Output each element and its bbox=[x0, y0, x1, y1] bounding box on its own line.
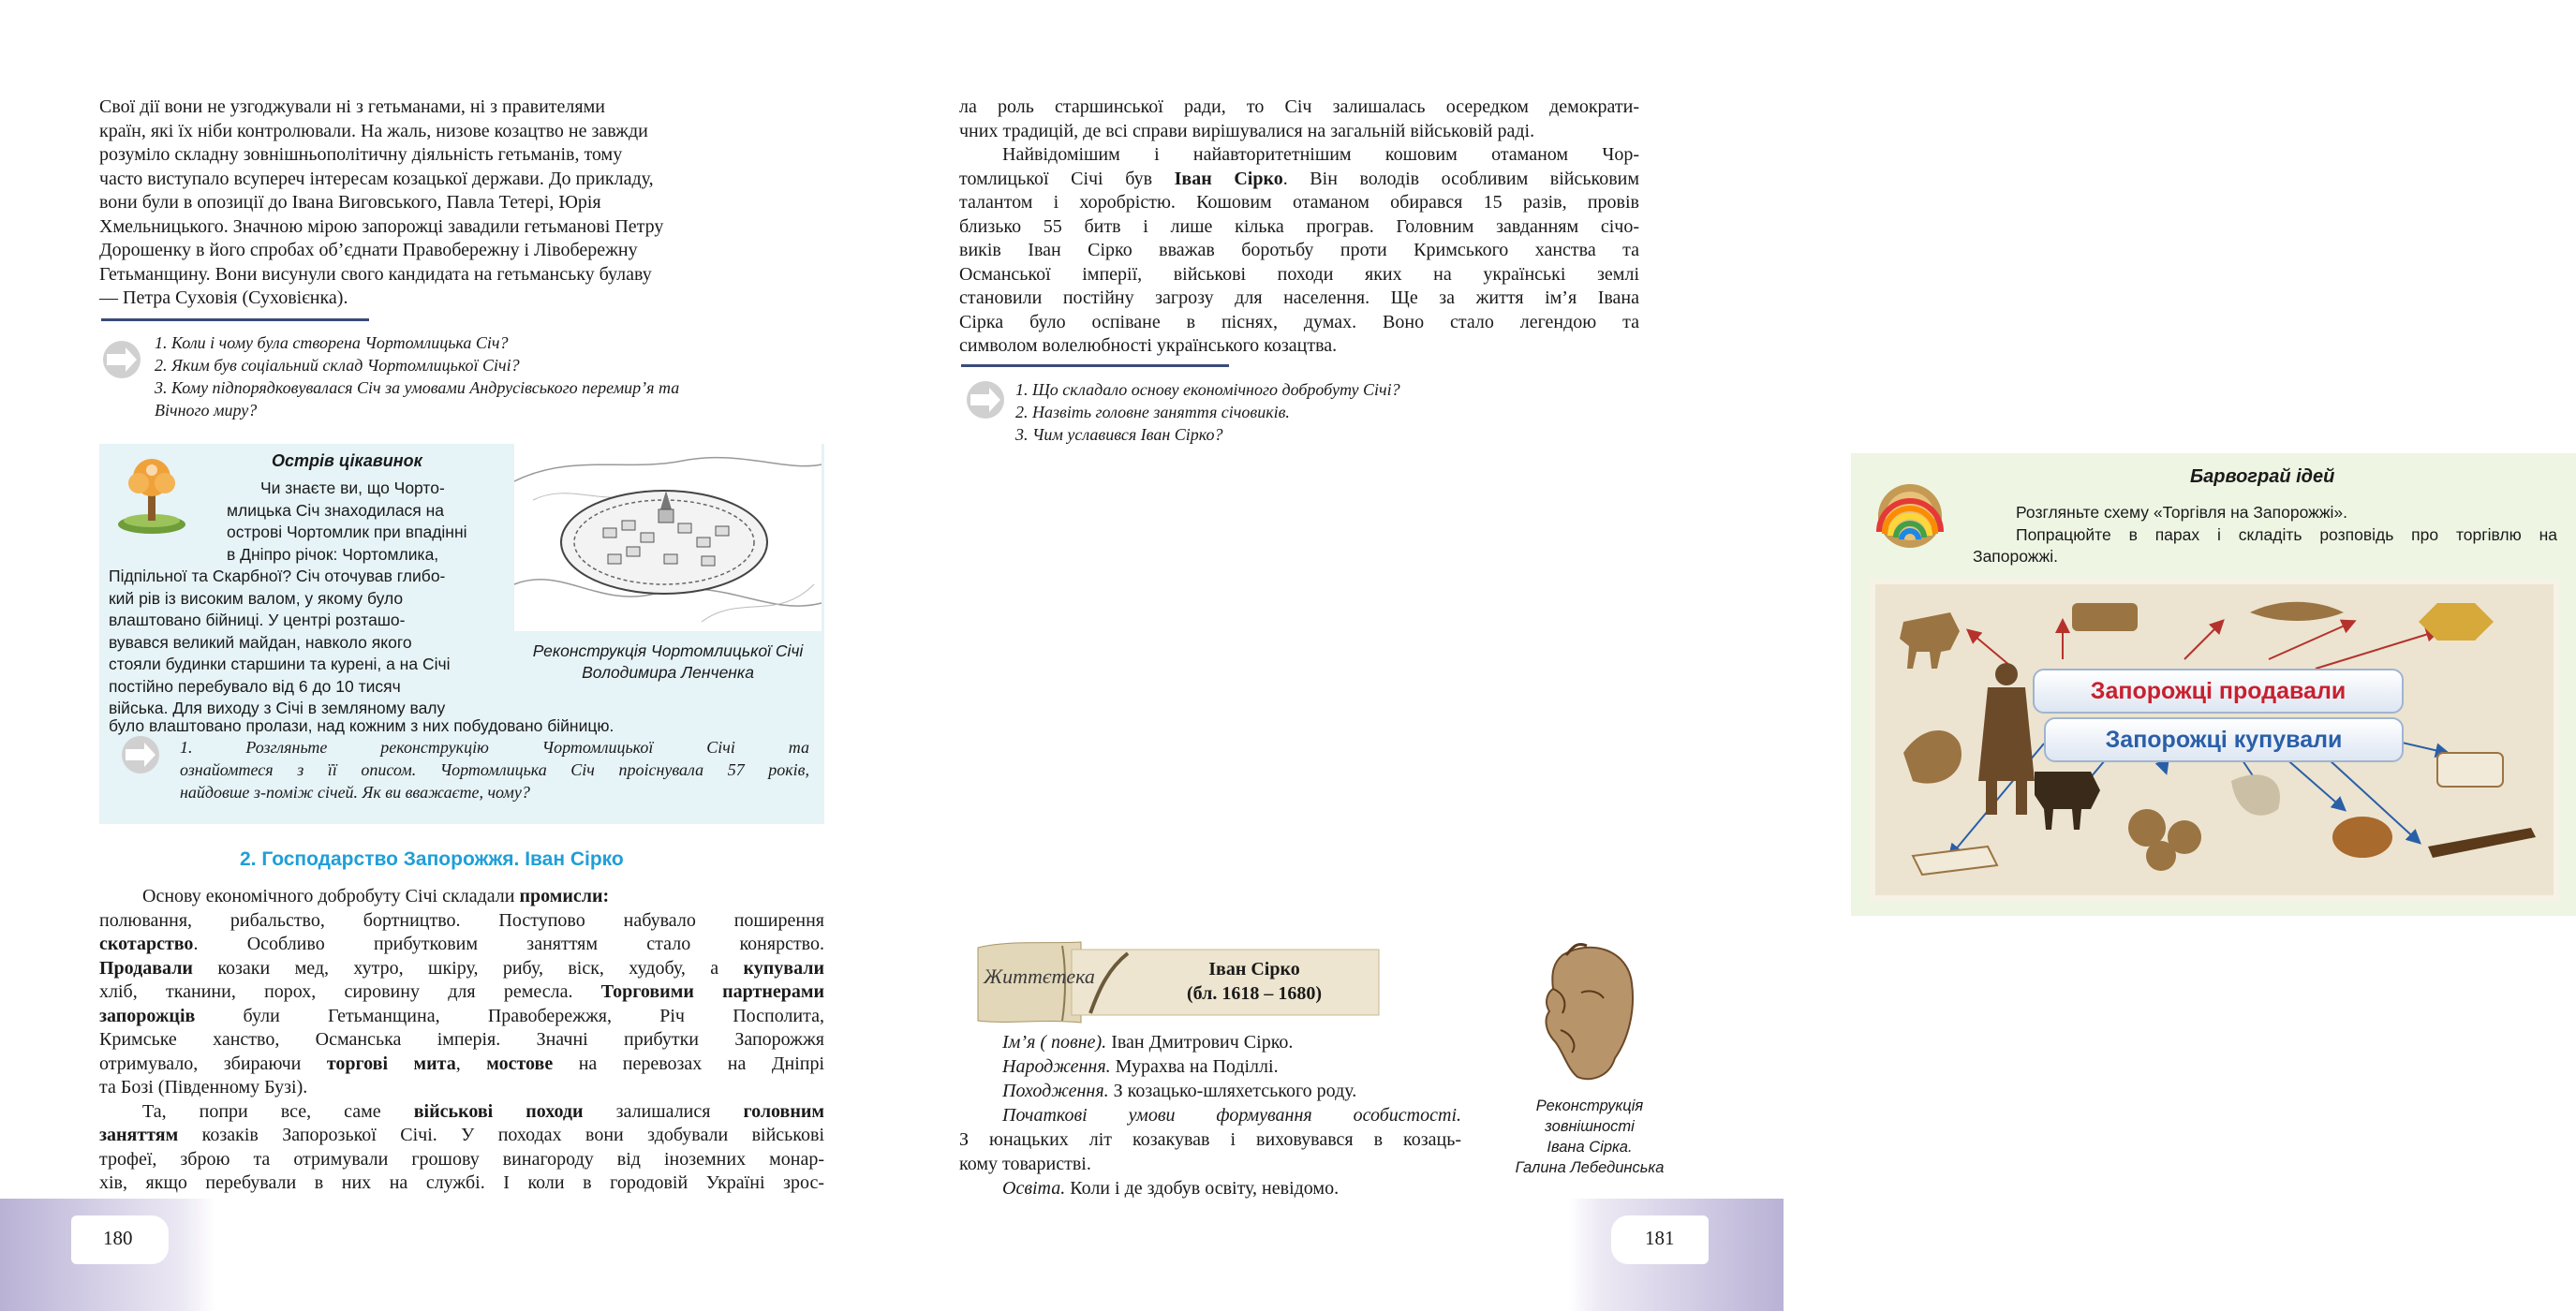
question-item: 2. Яким був соціальний склад Чортомлицької Січі? bbox=[155, 356, 520, 375]
text-span: томлицької Січі був bbox=[959, 168, 1175, 189]
caption-line: Володимира Ленченка bbox=[582, 663, 754, 682]
rainbow-globe-icon bbox=[1870, 476, 1950, 556]
text-span: . Він володів особливим військовим bbox=[1282, 168, 1640, 189]
text-line: виків Іван Сірко вважав боротьбу проти Кримського ханства та bbox=[959, 240, 1639, 260]
bio-label: Початкові умови формування особистості. bbox=[1002, 1105, 1461, 1126]
sirko-name-bold: Іван Сірко bbox=[1174, 168, 1283, 189]
left-page bbox=[0, 0, 892, 1311]
text-line: хів, якщо перебували в них на службі. І коли в городовій Україні зрос- bbox=[99, 1172, 824, 1193]
text-line: ла роль старшинської ради, то Січ залишалась осередком демократи- bbox=[959, 96, 1639, 117]
caption-line: Реконструкція bbox=[1535, 1097, 1644, 1114]
sirko-portrait-image bbox=[1525, 936, 1656, 1086]
bio-label: Народження. bbox=[1002, 1056, 1111, 1077]
ideas-box bbox=[1851, 453, 2576, 916]
text-line: влаштовано бійниці. У центрі розташо- bbox=[109, 611, 406, 629]
caption-line: Галина Лебединська bbox=[1515, 1159, 1665, 1176]
bio-label: Освіта. bbox=[1002, 1178, 1066, 1199]
text-line: вувався великий майдан, навколо якого bbox=[109, 632, 412, 652]
section-heading: 2. Господарство Запорожжя. Іван Сірко bbox=[240, 848, 624, 870]
text-line: та Бозі (Південному Бузі). bbox=[99, 1077, 308, 1097]
text-line: трофеї, зброю та отримували грошову винагороду від іноземних монар- bbox=[99, 1148, 824, 1170]
page-number: 181 bbox=[1645, 1227, 1675, 1249]
text-line: Попрацюйте в парах і складіть розповідь про торгівлю на bbox=[2016, 524, 2557, 544]
ideas-text bbox=[1973, 502, 2557, 568]
text-line: Свої дії вони не узгоджували ні з гетьманами, ні з правителями bbox=[99, 96, 605, 117]
text-line: Основу економічного добробуту Січі складали промисли: bbox=[142, 886, 610, 906]
text-line: хліб, тканини, порох, сировину для ремесла. Торговими партнерами bbox=[99, 981, 824, 1002]
caption-line: Реконструкція Чортомлицької Січі bbox=[532, 641, 804, 660]
intro-paragraph bbox=[99, 96, 824, 311]
portrait-caption bbox=[1491, 1096, 1688, 1178]
section-rule bbox=[961, 364, 1229, 367]
text-line: Підпільної та Скарбної? Січ оточував глибо- bbox=[109, 567, 446, 585]
text-line: Кримське ханство, Османська імперія. Значні прибутки Запорожжя bbox=[99, 1029, 824, 1050]
sich-reconstruction-image bbox=[514, 444, 822, 631]
text-line: Османської імперії, військові походи яких на українські землі bbox=[959, 263, 1639, 285]
bio-label: Походження. bbox=[1002, 1081, 1109, 1101]
text-line: Гетьманщину. Вони висунули свого кандидата на гетьманську булаву bbox=[99, 263, 652, 285]
text-line: вони були в опозиції до Івана Виговського, Павла Тетері, Юрія bbox=[99, 192, 601, 213]
bought-label: Запорожці купували bbox=[2044, 717, 2404, 762]
bio-years: (бл. 1618 – 1680) bbox=[1186, 983, 1323, 1004]
text-line: символом волелюбності українського козацтва. bbox=[959, 335, 1338, 356]
bio-label: Ім’я ( повне). bbox=[1002, 1032, 1107, 1053]
text-line: країн, які їх ніби контролювали. На жаль, низове козацтво не завжди bbox=[99, 120, 648, 141]
text-line: чних традицій, де всі справи вирішувалися на загальній військовій раді. bbox=[959, 120, 1535, 141]
text-line: Чи знаєте ви, що Чорто- bbox=[260, 479, 445, 497]
text-line: скотарство. Особливо прибутковим заняттям стало конярство. bbox=[99, 934, 824, 954]
text-line: стояли будинки старшини та курені, а на Січі bbox=[109, 655, 451, 673]
trade-scheme bbox=[1870, 579, 2559, 901]
text-line: війська. Для виходу з Січі в земляному валу bbox=[109, 699, 446, 717]
task-line: 1. Розгляньте реконструкцію Чортомлицької Січі та bbox=[180, 738, 809, 757]
text-line: Запорожжі. bbox=[1973, 547, 2058, 566]
text-line: Розгляньте схему «Торгівля на Запорожжі». bbox=[2016, 503, 2348, 522]
text-line: млицька Січ знаходилася на bbox=[227, 500, 445, 520]
caption-line: зовнішності bbox=[1545, 1118, 1635, 1135]
island-title: Острів цікавинок bbox=[272, 451, 422, 470]
text-line: постійно перебувало від 6 до 10 тисяч bbox=[109, 676, 401, 696]
task-line: ознайомтеся з її описом. Чортомлицька Січ проіснувала 57 років, bbox=[180, 760, 809, 779]
text-line: полювання, рибальство, бортництво. Поступово набувало поширення bbox=[99, 909, 824, 931]
text-line: отримувало, збираючи торгові мита, мостове на перевозах на Дніпрі bbox=[99, 1053, 825, 1074]
page-number: 180 bbox=[103, 1227, 133, 1249]
sold-label: Запорожці продавали bbox=[2033, 669, 2404, 714]
bio-line bbox=[959, 1030, 1461, 1054]
bio-value: Мурахва на Поділлі. bbox=[1110, 1056, 1279, 1077]
task-line: найдовше з-поміж січей. Як ви вважаєте, чому? bbox=[180, 783, 530, 802]
island-box bbox=[99, 444, 824, 824]
question-item: 1. Коли і чому була створена Чортомлицька Січ? bbox=[155, 333, 509, 352]
bio-value: З козацько-шляхетського роду. bbox=[1108, 1081, 1357, 1101]
question-item: Вічного миру? bbox=[155, 401, 258, 420]
bio-line bbox=[959, 1079, 1461, 1103]
ideas-title: Барвограй ідей bbox=[2190, 466, 2335, 487]
text-line: близько 55 битв і лише кілька програв. Головним завданням січо- bbox=[959, 215, 1639, 237]
text-line bbox=[959, 168, 1639, 192]
text-line: кий рів із високим валом, у якому було bbox=[109, 588, 404, 608]
text-line: Хмельницького. Значною мірою запорожці завадили гетьманові Петру bbox=[99, 215, 664, 237]
section-rule bbox=[101, 318, 369, 321]
bio-text bbox=[959, 1030, 1461, 1201]
question-item: 3. Чим уславився Іван Сірко? bbox=[1015, 425, 1223, 444]
review-questions bbox=[1015, 378, 1634, 446]
bio-line: кому товаристві. bbox=[959, 1154, 1091, 1174]
zhyttieteka-banner bbox=[969, 940, 1381, 1024]
island-last-line: було влаштовано пролази, над кожним з них побудовано бійницю. bbox=[109, 716, 614, 735]
text-line: часто виступало всупереч інтересам козацької держави. До прикладу, bbox=[99, 168, 654, 189]
text-span: Найвідомішим і найавторитетнішим кошовим отаманом Чор- bbox=[1002, 144, 1639, 165]
bio-value: Іван Дмитрович Сірко. bbox=[1106, 1032, 1294, 1053]
review-questions bbox=[155, 331, 823, 421]
text-line: — Петра Суховія (Суховієнка). bbox=[99, 287, 348, 308]
right-page bbox=[892, 0, 2557, 1311]
arrow-question-icon bbox=[965, 379, 1006, 420]
text-line: заняттям козаків Запорозької Січі. У походах вони здобували військові bbox=[99, 1125, 824, 1145]
island-text-block bbox=[109, 478, 497, 720]
question-item: 1. Що складало основу економічного добробуту Січі? bbox=[1015, 380, 1400, 399]
text-line: становили постійну загрозу для населення. Ще за життя ім’я Івана bbox=[959, 287, 1639, 308]
text-line: Дорошенку в його спробах об’єднати Правобережну і Лівобережну bbox=[99, 240, 638, 260]
bio-line bbox=[959, 1103, 1461, 1127]
bio-name: Іван Сірко bbox=[1208, 959, 1300, 980]
bio-line bbox=[959, 1176, 1461, 1201]
bio-value: Коли і де здобув освіту, невідомо. bbox=[1065, 1178, 1340, 1199]
text-line: Продавали козаки мед, хутро, шкіру, рибу, віск, худобу, а купували bbox=[99, 957, 824, 979]
economy-paragraph bbox=[99, 885, 824, 1196]
zhyttieteka-label: Життєтека bbox=[984, 965, 1095, 988]
text-line: острові Чортомлик при впадінні bbox=[227, 523, 467, 541]
arrow-task-icon bbox=[120, 734, 161, 775]
text-line: розуміло складну зовнішньополітичну діяльність гетьманів, тому bbox=[99, 144, 623, 165]
bio-line: З юнацьких літ козакував і виховувався в козаць- bbox=[959, 1129, 1461, 1150]
caption-line: Івана Сірка. bbox=[1547, 1139, 1633, 1156]
text-line: талантом і хоробрістю. Кошовим отаманом обирався 15 разів, провів bbox=[959, 192, 1639, 213]
text-line bbox=[959, 143, 1639, 168]
text-line: Та, попри все, саме військові походи залишалися головним bbox=[142, 1100, 825, 1122]
continued-paragraph bbox=[959, 96, 1639, 359]
question-item: 2. Назвіть головне заняття січовиків. bbox=[1015, 403, 1290, 421]
text-line: запорожців були Гетьманщина, Правобережжя, Річ Посполита, bbox=[99, 1005, 824, 1026]
question-item: 3. Кому підпорядковувалася Січ за умовами Андрусівського перемир’я та bbox=[155, 378, 680, 397]
arrow-question-icon bbox=[101, 339, 142, 380]
bio-line bbox=[959, 1054, 1461, 1079]
sich-image-caption bbox=[514, 641, 822, 684]
text-line: Сірка було оспіване в піснях, думах. Воно стало легендою та bbox=[959, 311, 1639, 332]
island-task bbox=[180, 736, 809, 803]
text-line: в Дніпро річок: Чортомлика, bbox=[227, 544, 439, 564]
